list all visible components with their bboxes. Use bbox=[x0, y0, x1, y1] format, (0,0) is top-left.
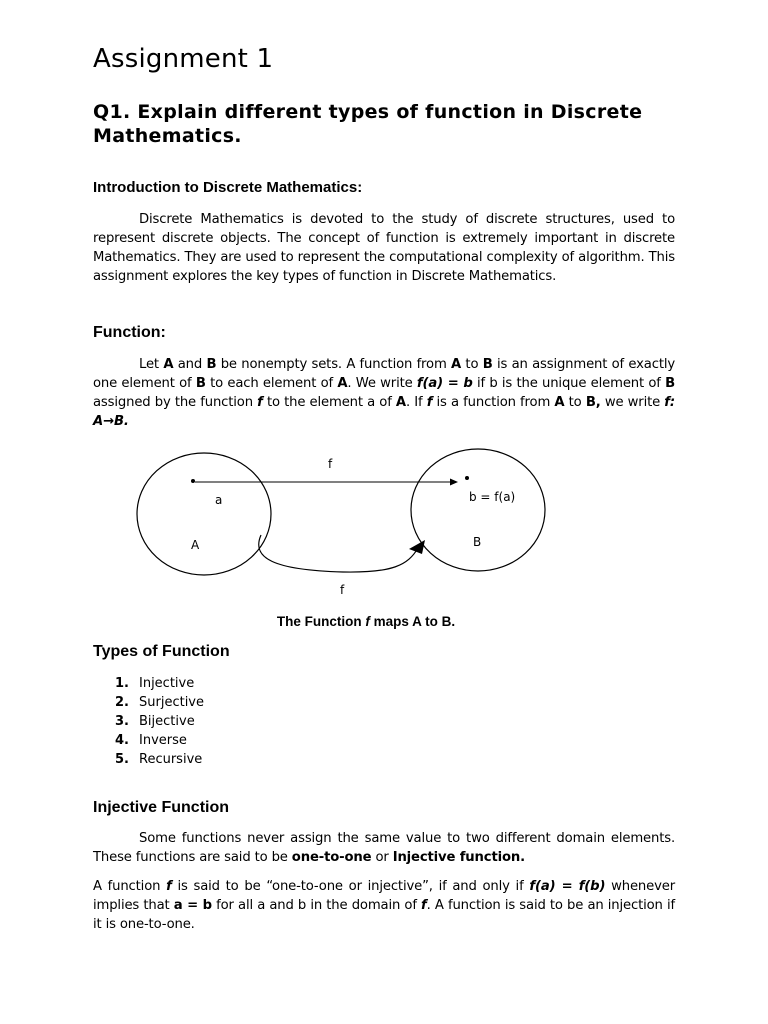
injective-paragraph-1: Some functions never assign the same value to two different domain elements. These functions are said to be one-to-one or Injective function. bbox=[93, 831, 675, 865]
diagram-caption: The Function f maps A to B. bbox=[276, 614, 456, 629]
function-paragraph: Let A and B be nonempty sets. A function from A to B is an assignment of exactly one element of B to each element of A. We write f(a) = b if b is the unique element of B assigned by the function f to the element a of A. If f is a function from A to B, we write f: A→B. bbox=[93, 357, 676, 429]
injective-paragraph-2: A function f is said to be “one-to-one or injective”, if and only if f(a) = f(b) whenever implies that a = b for all a and b in the domain of f. A function is said to be an injection if it is one-to-one. bbox=[93, 879, 675, 932]
arrowhead-curved bbox=[409, 540, 425, 554]
question-heading: Q1. Explain different types of function in Discrete Mathematics. bbox=[93, 101, 643, 147]
types-list bbox=[115, 674, 204, 769]
function-mapping-diagram bbox=[123, 440, 553, 605]
list-item: 2. Surjective bbox=[115, 695, 204, 710]
element-a-dot bbox=[191, 479, 195, 483]
label-set-b: B bbox=[473, 535, 482, 549]
label-f-top: f bbox=[328, 457, 333, 471]
label-element-b: b = f(a) bbox=[469, 490, 516, 504]
list-item: 5. Recursive bbox=[115, 752, 203, 767]
function-heading: Function: bbox=[93, 324, 166, 341]
mapping-arrow-curved bbox=[259, 535, 418, 572]
injective-heading: Injective Function bbox=[93, 799, 230, 816]
types-heading: Types of Function bbox=[93, 643, 230, 660]
intro-paragraph: Discrete Mathematics is devoted to the study of discrete structures, used to represent discrete objects. The concept of function is extremely important in discrete Mathematics. They are used to represent the computational complexity of algorithm. This assignment explores the key types of function in Discrete Mathematics. bbox=[93, 212, 675, 284]
label-set-a: A bbox=[191, 538, 200, 552]
intro-heading: Introduction to Discrete Mathematics: bbox=[93, 179, 363, 196]
list-item: 4. Inverse bbox=[115, 733, 187, 748]
list-item: 1. Injective bbox=[115, 676, 195, 691]
page-title: Assignment 1 bbox=[93, 44, 274, 74]
set-a-circle bbox=[137, 453, 271, 575]
label-f-bottom: f bbox=[340, 583, 345, 597]
list-item: 3. Bijective bbox=[115, 714, 195, 729]
set-b-circle bbox=[411, 449, 545, 571]
element-b-dot bbox=[465, 476, 469, 480]
label-element-a: a bbox=[215, 493, 223, 507]
arrowhead-straight bbox=[450, 479, 458, 486]
